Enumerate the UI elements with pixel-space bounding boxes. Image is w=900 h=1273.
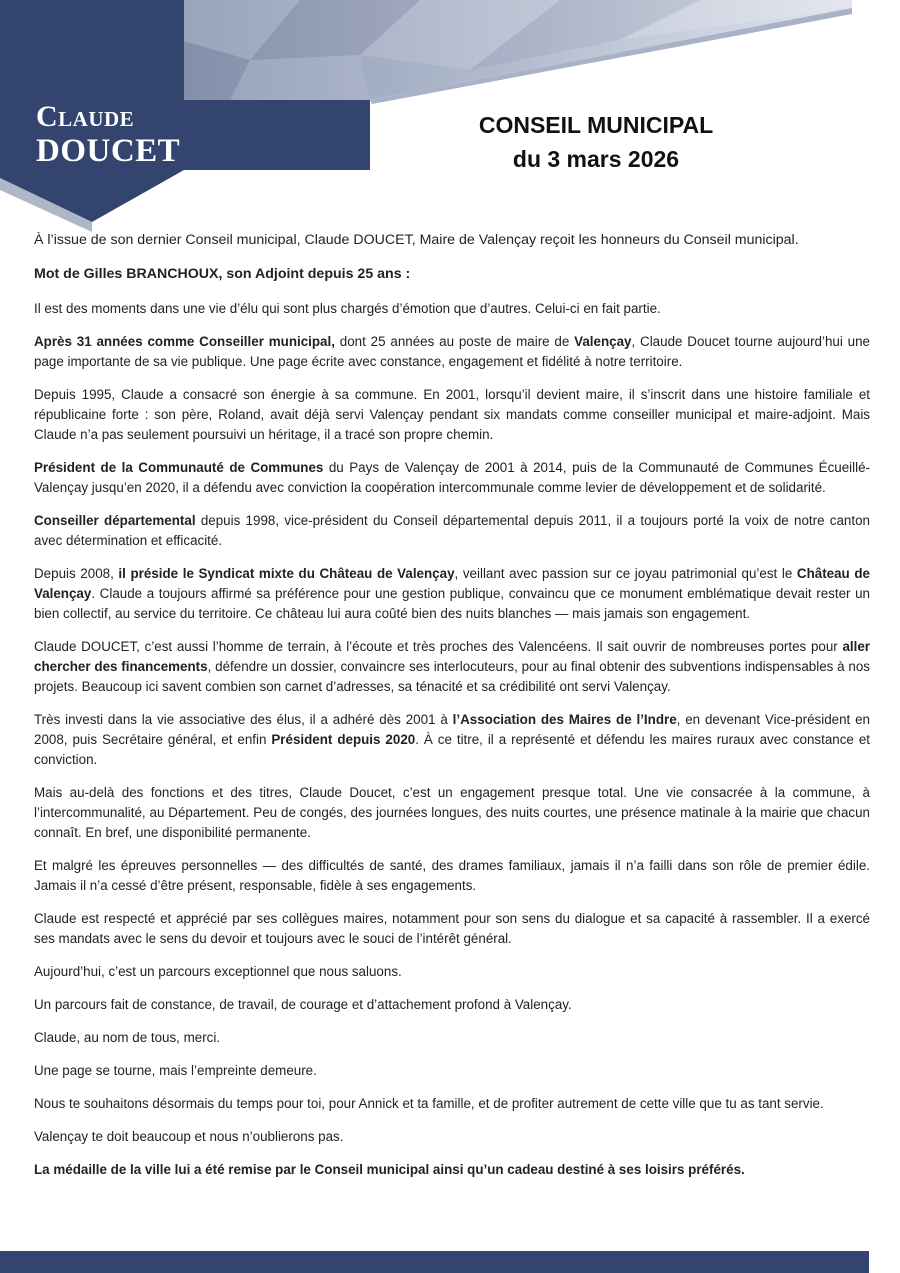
paragraph-1: Il est des moments dans une vie d’élu qui sont plus chargés d’émotion que d’autres. Celui-ci en fait partie. — [34, 301, 661, 316]
paragraph-7 — [34, 637, 870, 697]
paragraph-2 — [34, 332, 870, 372]
text: depuis 1998, vice-président du Conseil départemental depuis 2011, il a toujours porté la voix de notre canton avec détermination et efficacité. — [34, 513, 870, 548]
bold-text: Après 31 années comme Conseiller municipal, — [34, 334, 335, 349]
bold-text: aller chercher des financements — [34, 639, 870, 674]
paragraph-16: Nous te souhaitons désormais du temps pour toi, pour Annick et ta famille, et de profiter autrement de cette ville que tu as tant servie. — [34, 1096, 824, 1111]
paragraph-6 — [34, 564, 870, 624]
paragraph-4 — [34, 458, 870, 498]
paragraph-12: Aujourd’hui, c’est un parcours exceptionnel que nous saluons. — [34, 964, 402, 979]
bold-text: Château de Valençay — [34, 566, 870, 601]
brand-last-name: DOUCET — [36, 133, 181, 169]
paragraph-10: Et malgré les épreuves personnelles — des difficultés de santé, des drames familiaux, jamais il n’a failli dans son rôle de premier édile. Jamais il n’a cessé d’être présent, responsable, fidèle à ses engagements. — [34, 858, 870, 893]
title-line-2: du 3 mars 2026 — [512, 146, 680, 172]
speech-subtitle: Mot de Gilles BRANCHOUX, son Adjoint depuis 25 ans : — [34, 266, 411, 282]
paragraph-8 — [34, 710, 870, 770]
bold-text: Conseiller départemental — [34, 513, 196, 528]
text: du Pays de Valençay de 2001 à 2014, puis de la Communauté de Communes Écueillé-Valençay jusqu’en 2020, il a défendu avec conviction la coopération intercommunale comme levier de développement et de solidarité. — [34, 460, 870, 495]
text: , Claude Doucet tourne aujourd’hui une page importante de sa vie publique. Une page écrite avec constance, engagement et fidélité à notre territoire. — [34, 334, 871, 369]
bold-text: Président depuis 2020 — [271, 732, 416, 747]
bold-text: il préside le Syndicat mixte du Château de Valençay — [118, 566, 455, 581]
text: . À ce titre, il a représenté et défendu les maires ruraux avec constance et conviction. — [34, 732, 870, 767]
paragraph-5 — [34, 511, 870, 551]
footer-bar — [0, 1251, 869, 1273]
text: , en devenant Vice-président en 2008, puis Secrétaire général, et enfin — [34, 712, 871, 747]
brand-logo — [36, 100, 180, 168]
paragraph-17: Valençay te doit beaucoup et nous n’oublierons pas. — [34, 1129, 344, 1144]
text: Depuis 2008, — [34, 566, 119, 581]
text: dont 25 années au poste de maire de — [334, 334, 575, 349]
text: , veillant avec passion sur ce joyau patrimonial qu’est le — [454, 566, 797, 581]
bold-text: Valençay — [574, 334, 632, 349]
text: Claude DOUCET, c’est aussi l’homme de terrain, à l’écoute et très proches des Valencéens. Il sait ouvrir de nombreuses portes pour — [34, 639, 843, 654]
intro-paragraph: À l’issue de son dernier Conseil municipal, Claude DOUCET, Maire de Valençay reçoit les honneurs du Conseil municipal. — [34, 232, 799, 248]
bold-text: Président de la Communauté de Communes — [34, 460, 324, 475]
document-body — [34, 230, 870, 1193]
paragraph-11: Claude est respecté et apprécié par ses collègues maires, notamment pour son sens du dialogue et sa capacité à rassembler. Il a exercé ses mandats avec le sens du devoir et toujours avec le souci de l’intérêt général. — [34, 911, 870, 946]
text: Très investi dans la vie associative des élus, il a adhéré dès 2001 à — [34, 712, 453, 727]
paragraph-15: Une page se tourne, mais l’empreinte demeure. — [34, 1063, 317, 1078]
brand-first-name: Claude — [36, 100, 135, 133]
paragraph-13: Un parcours fait de constance, de travail, de courage et d’attachement profond à Valençay. — [34, 997, 572, 1012]
paragraph-3: Depuis 1995, Claude a consacré son énergie à sa commune. En 2001, lorsqu’il devient maire, il s’inscrit dans une histoire familiale et républicaine forte : son père, Roland, avait déjà servi Valençay pendant six mandats comme conseiller municipal et maire-adjoint. Mais Claude n’a pas seulement poursuivi un héritage, il a tracé son propre chemin. — [34, 387, 870, 442]
closing-note: La médaille de la ville lui a été remise par le Conseil municipal ainsi qu’un cadeau destiné à ses loisirs préférés. — [34, 1162, 745, 1177]
bold-text: l’Association des Maires de l’Indre — [452, 712, 677, 727]
document-title — [470, 108, 722, 176]
paragraph-9: Mais au-delà des fonctions et des titres, Claude Doucet, c’est un engagement presque total. Une vie consacrée à la commune, à l’intercommunalité, au Département. Peu de congés, des journées longues, des nuits courtes, une présence matinale à la mairie que chacun connaît. En bref, une disponibilité permanente. — [34, 785, 870, 840]
title-line-1: CONSEIL MUNICIPAL — [478, 112, 714, 138]
paragraph-14: Claude, au nom de tous, merci. — [34, 1030, 221, 1045]
text: , défendre un dossier, convaincre ses interlocuteurs, pour au final obtenir des subventions indispensables à nos projets. Beaucoup ici savent combien son carnet d’adresses, sa ténacité et sa crédibilité ont servi Valençay. — [34, 659, 870, 694]
text: . Claude a toujours affirmé sa préférence pour une gestion publique, convaincu que ce monument emblématique devait rester un bien collectif, au service du territoire. Ce château lui aura coûté bien des nuits blanches — mais jamais son engagement. — [34, 586, 870, 621]
